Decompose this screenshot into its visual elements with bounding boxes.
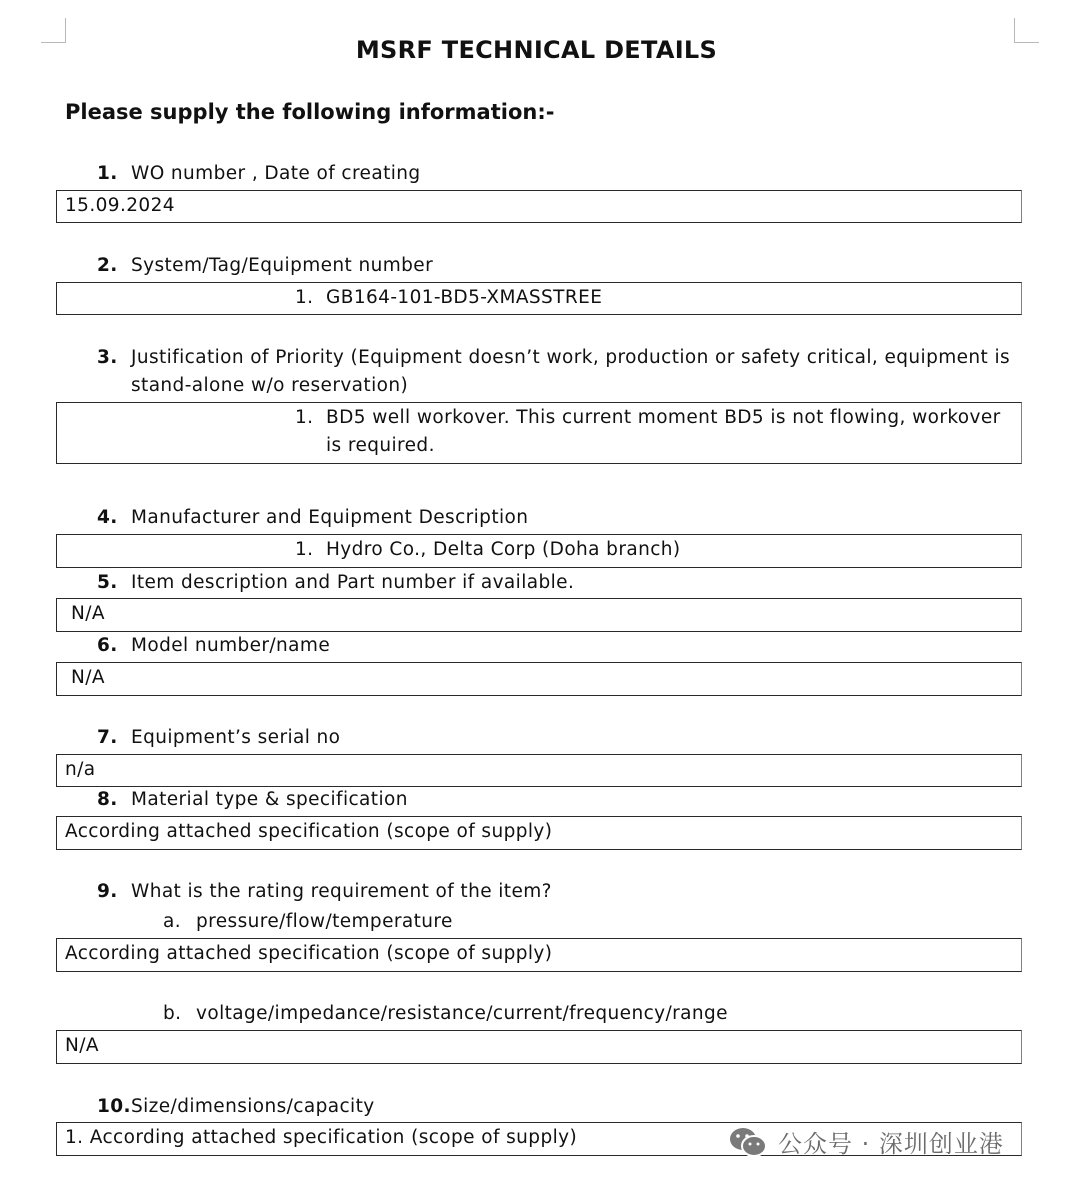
question-4 bbox=[97, 504, 1020, 532]
question-number: 8. bbox=[97, 789, 118, 810]
watermark bbox=[728, 1124, 1004, 1159]
answer-field-9b[interactable] bbox=[56, 1030, 1022, 1064]
answer-field-7[interactable] bbox=[56, 754, 1022, 787]
question-5 bbox=[97, 569, 1020, 597]
answer-field-9a[interactable] bbox=[56, 938, 1022, 972]
list-marker: 1. bbox=[295, 287, 314, 308]
answer-text: GB164-101-BD5-XMASSTREE bbox=[326, 287, 603, 308]
question-number: 3. bbox=[97, 347, 118, 368]
question-number: 10. bbox=[97, 1096, 131, 1117]
question-number: 5. bbox=[97, 572, 118, 593]
question-3 bbox=[97, 344, 1020, 400]
answer-text: N/A bbox=[71, 603, 105, 624]
question-number: 2. bbox=[97, 255, 118, 276]
list-marker: 1. bbox=[295, 539, 314, 560]
sub-marker: b. bbox=[163, 1003, 182, 1024]
intro-heading: Please supply the following information:- bbox=[65, 100, 555, 124]
list-marker: 1. bbox=[295, 407, 314, 428]
answer-text: According attached specification (scope of supply) bbox=[65, 821, 553, 842]
question-number: 6. bbox=[97, 635, 118, 656]
answer-text: 15.09.2024 bbox=[65, 195, 175, 216]
answer-text: According attached specification (scope of supply) bbox=[65, 943, 553, 964]
question-number: 1. bbox=[97, 163, 118, 184]
question-label: WO number , Date of creating bbox=[131, 163, 421, 184]
question-10 bbox=[97, 1093, 1020, 1121]
question-label: Material type & specification bbox=[131, 789, 408, 810]
sub-label: voltage/impedance/resistance/current/frequency/range bbox=[196, 1003, 728, 1024]
watermark-text: 公众号 · 深圳创业港 bbox=[778, 1130, 1004, 1158]
question-label: Justification of Priority (Equipment doesn’t work, production or safety critical, equipment is stand-alone w/o reservation) bbox=[131, 347, 1011, 396]
question-label: Item description and Part number if available. bbox=[131, 572, 575, 593]
question-7 bbox=[97, 724, 1020, 752]
question-label: Manufacturer and Equipment Description bbox=[131, 507, 529, 528]
document-title: MSRF TECHNICAL DETAILS bbox=[355, 36, 718, 64]
question-label: What is the rating requirement of the item? bbox=[131, 881, 552, 902]
question-9 bbox=[97, 878, 1020, 906]
answer-text: 1. According attached specification (scope of supply) bbox=[65, 1127, 578, 1148]
question-label: Model number/name bbox=[131, 635, 331, 656]
question-9a bbox=[163, 908, 453, 936]
answer-field-8[interactable] bbox=[56, 816, 1022, 850]
question-label: Size/dimensions/capacity bbox=[130, 1096, 375, 1117]
answer-text: N/A bbox=[65, 1035, 99, 1056]
answer-field-6[interactable] bbox=[56, 662, 1022, 696]
question-2 bbox=[97, 252, 1020, 280]
answer-field-3[interactable] bbox=[56, 402, 1022, 464]
answer-field-4[interactable] bbox=[56, 534, 1022, 568]
question-number: 4. bbox=[97, 507, 118, 528]
question-8 bbox=[97, 786, 1020, 814]
question-number: 9. bbox=[97, 881, 118, 902]
sub-marker: a. bbox=[163, 911, 182, 932]
question-6 bbox=[97, 632, 1020, 660]
question-number: 7. bbox=[97, 727, 118, 748]
wechat-icon bbox=[728, 1125, 768, 1159]
answer-text: N/A bbox=[71, 667, 105, 688]
question-9b bbox=[163, 1000, 728, 1028]
question-1 bbox=[97, 160, 1020, 188]
answer-text: n/a bbox=[65, 759, 96, 780]
answer-text: Hydro Co., Delta Corp (Doha branch) bbox=[326, 539, 681, 560]
question-label: System/Tag/Equipment number bbox=[131, 255, 434, 276]
answer-field-1[interactable] bbox=[56, 190, 1022, 223]
question-label: Equipment’s serial no bbox=[131, 727, 341, 748]
answer-field-2[interactable] bbox=[56, 282, 1022, 315]
sub-label: pressure/flow/temperature bbox=[196, 911, 453, 932]
answer-field-5[interactable] bbox=[56, 598, 1022, 632]
answer-text: BD5 well workover. This current moment BD5 is not flowing, workover is required. bbox=[326, 407, 1001, 456]
